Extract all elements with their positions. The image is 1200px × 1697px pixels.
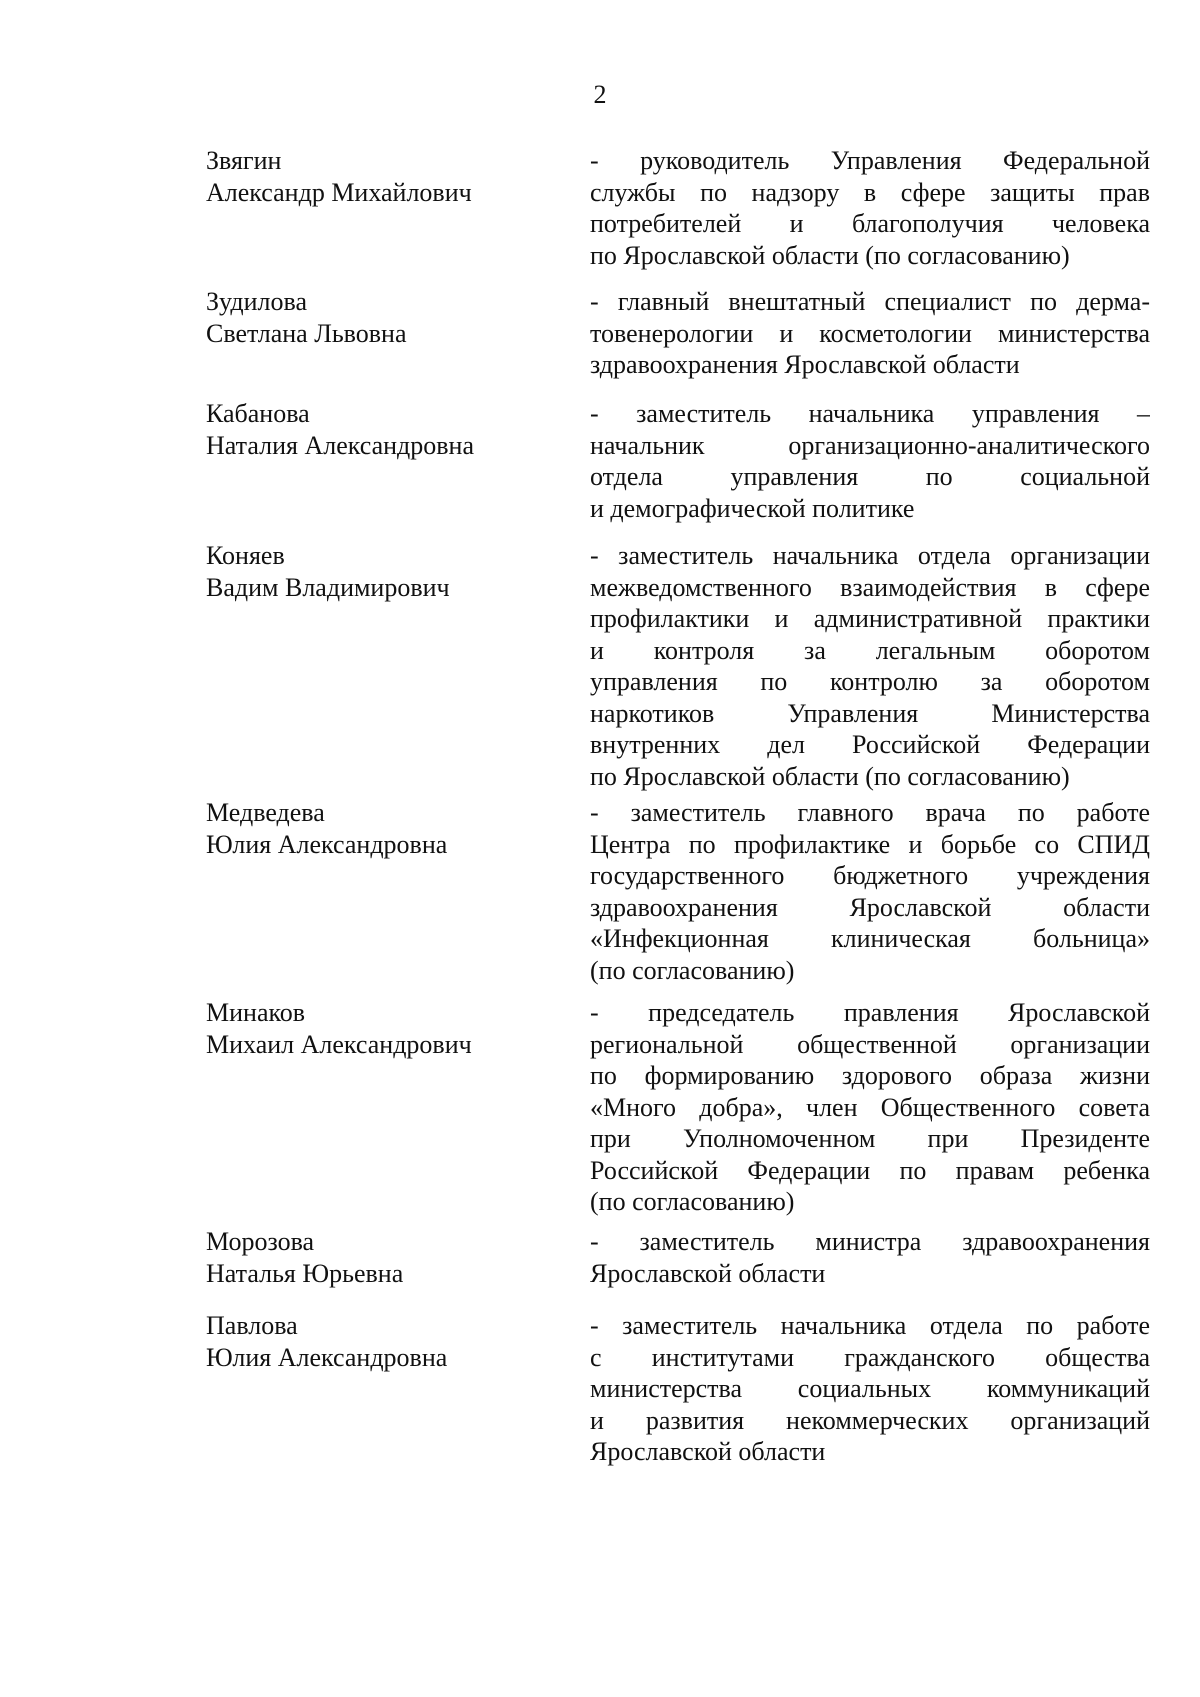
- position-line: - главный внештатный специалист по дерма-: [590, 287, 1150, 316]
- position-line: отдела управления по социальной: [590, 462, 1150, 491]
- member-surname: Медведева: [206, 798, 325, 827]
- position-line: - заместитель начальника управления –: [590, 399, 1150, 428]
- member-name: [206, 1310, 576, 1373]
- position-line: - заместитель министра здравоохранения: [590, 1227, 1150, 1256]
- position-line: «Много добра», член Общественного совета: [590, 1092, 1150, 1122]
- position-line: с институтами гражданского общества: [590, 1342, 1150, 1372]
- member-surname: Звягин: [206, 146, 282, 175]
- position-line: здравоохранения Ярославской области: [590, 892, 1150, 922]
- member-given-names: Вадим Владимирович: [206, 572, 450, 602]
- position-line: и демографической политике: [590, 493, 915, 523]
- position-line: по Ярославской области (по согласованию): [590, 240, 1070, 270]
- position-line: государственного бюджетного учреждения: [590, 861, 1150, 890]
- position-line: профилактики и административной практики: [590, 604, 1150, 633]
- position-line: региональной общественной организации: [590, 1029, 1150, 1059]
- position-line: (по согласованию): [590, 955, 795, 985]
- position-line: межведомственного взаимодействия в сфере: [590, 572, 1150, 602]
- member-position: [590, 1226, 1150, 1289]
- position-line: «Инфекционная клиническая больница»: [590, 924, 1150, 953]
- page-number: 2: [593, 80, 607, 109]
- position-line: министерства социальных коммуникаций: [590, 1374, 1150, 1403]
- member-given-names: Наталия Александровна: [206, 430, 474, 460]
- member-surname: Коняев: [206, 541, 285, 570]
- position-line: и развития некоммерческих организаций: [590, 1405, 1150, 1435]
- position-line: - руководитель Управления Федеральной: [590, 146, 1150, 175]
- member-position: [590, 797, 1150, 986]
- position-line: потребителей и благополучия человека: [590, 209, 1150, 238]
- member-name: [206, 540, 576, 603]
- member-name: [206, 997, 576, 1060]
- member-given-names: Юлия Александровна: [206, 829, 448, 859]
- member-given-names: Юлия Александровна: [206, 1342, 448, 1372]
- member-name: [206, 398, 576, 461]
- member-position: [590, 398, 1150, 524]
- position-line: (по согласованию): [590, 1187, 795, 1216]
- member-surname: Зудилова: [206, 287, 307, 316]
- member-name: [206, 286, 576, 349]
- member-position: [590, 997, 1150, 1218]
- position-line: наркотиков Управления Министерства: [590, 698, 1150, 728]
- position-line: по Ярославской области (по согласованию): [590, 761, 1070, 791]
- position-line: Ярославской области: [590, 1437, 826, 1466]
- member-position: [590, 286, 1150, 381]
- position-line: начальник организационно-аналитического: [590, 430, 1150, 460]
- member-given-names: Светлана Львовна: [206, 318, 407, 348]
- member-surname: Кабанова: [206, 399, 310, 428]
- position-line: и контроля за легальным оборотом: [590, 635, 1150, 665]
- position-line: управления по контролю за оборотом: [590, 667, 1150, 696]
- member-surname: Морозова: [206, 1227, 315, 1256]
- member-position: [590, 540, 1150, 792]
- position-line: службы по надзору в сфере защиты прав: [590, 177, 1150, 207]
- member-given-names: Наталья Юрьевна: [206, 1258, 404, 1288]
- position-line: Центра по профилактике и борьбе со СПИД: [590, 829, 1150, 859]
- position-line: - заместитель начальника отдела организации: [590, 541, 1150, 570]
- position-line: по формированию здорового образа жизни: [590, 1061, 1150, 1090]
- member-name: [206, 145, 576, 208]
- member-given-names: Александр Михайлович: [206, 177, 472, 207]
- position-line: здравоохранения Ярославской области: [590, 350, 1020, 379]
- position-line: - заместитель главного врача по работе: [590, 798, 1150, 827]
- member-name: [206, 797, 576, 860]
- position-line: Российской Федерации по правам ребенка: [590, 1155, 1150, 1185]
- position-line: - заместитель начальника отдела по работе: [590, 1311, 1150, 1340]
- position-line: товенерологии и косметологии министерства: [590, 318, 1150, 348]
- position-line: при Уполномоченном при Президенте: [590, 1124, 1150, 1153]
- member-given-names: Михаил Александрович: [206, 1029, 472, 1059]
- member-position: [590, 145, 1150, 271]
- position-line: внутренних дел Российской Федерации: [590, 730, 1150, 759]
- position-line: Ярославской области: [590, 1258, 826, 1288]
- member-surname: Павлова: [206, 1311, 298, 1340]
- member-name: [206, 1226, 576, 1289]
- position-line: - председатель правления Ярославской: [590, 998, 1150, 1027]
- member-position: [590, 1310, 1150, 1468]
- member-surname: Минаков: [206, 998, 306, 1027]
